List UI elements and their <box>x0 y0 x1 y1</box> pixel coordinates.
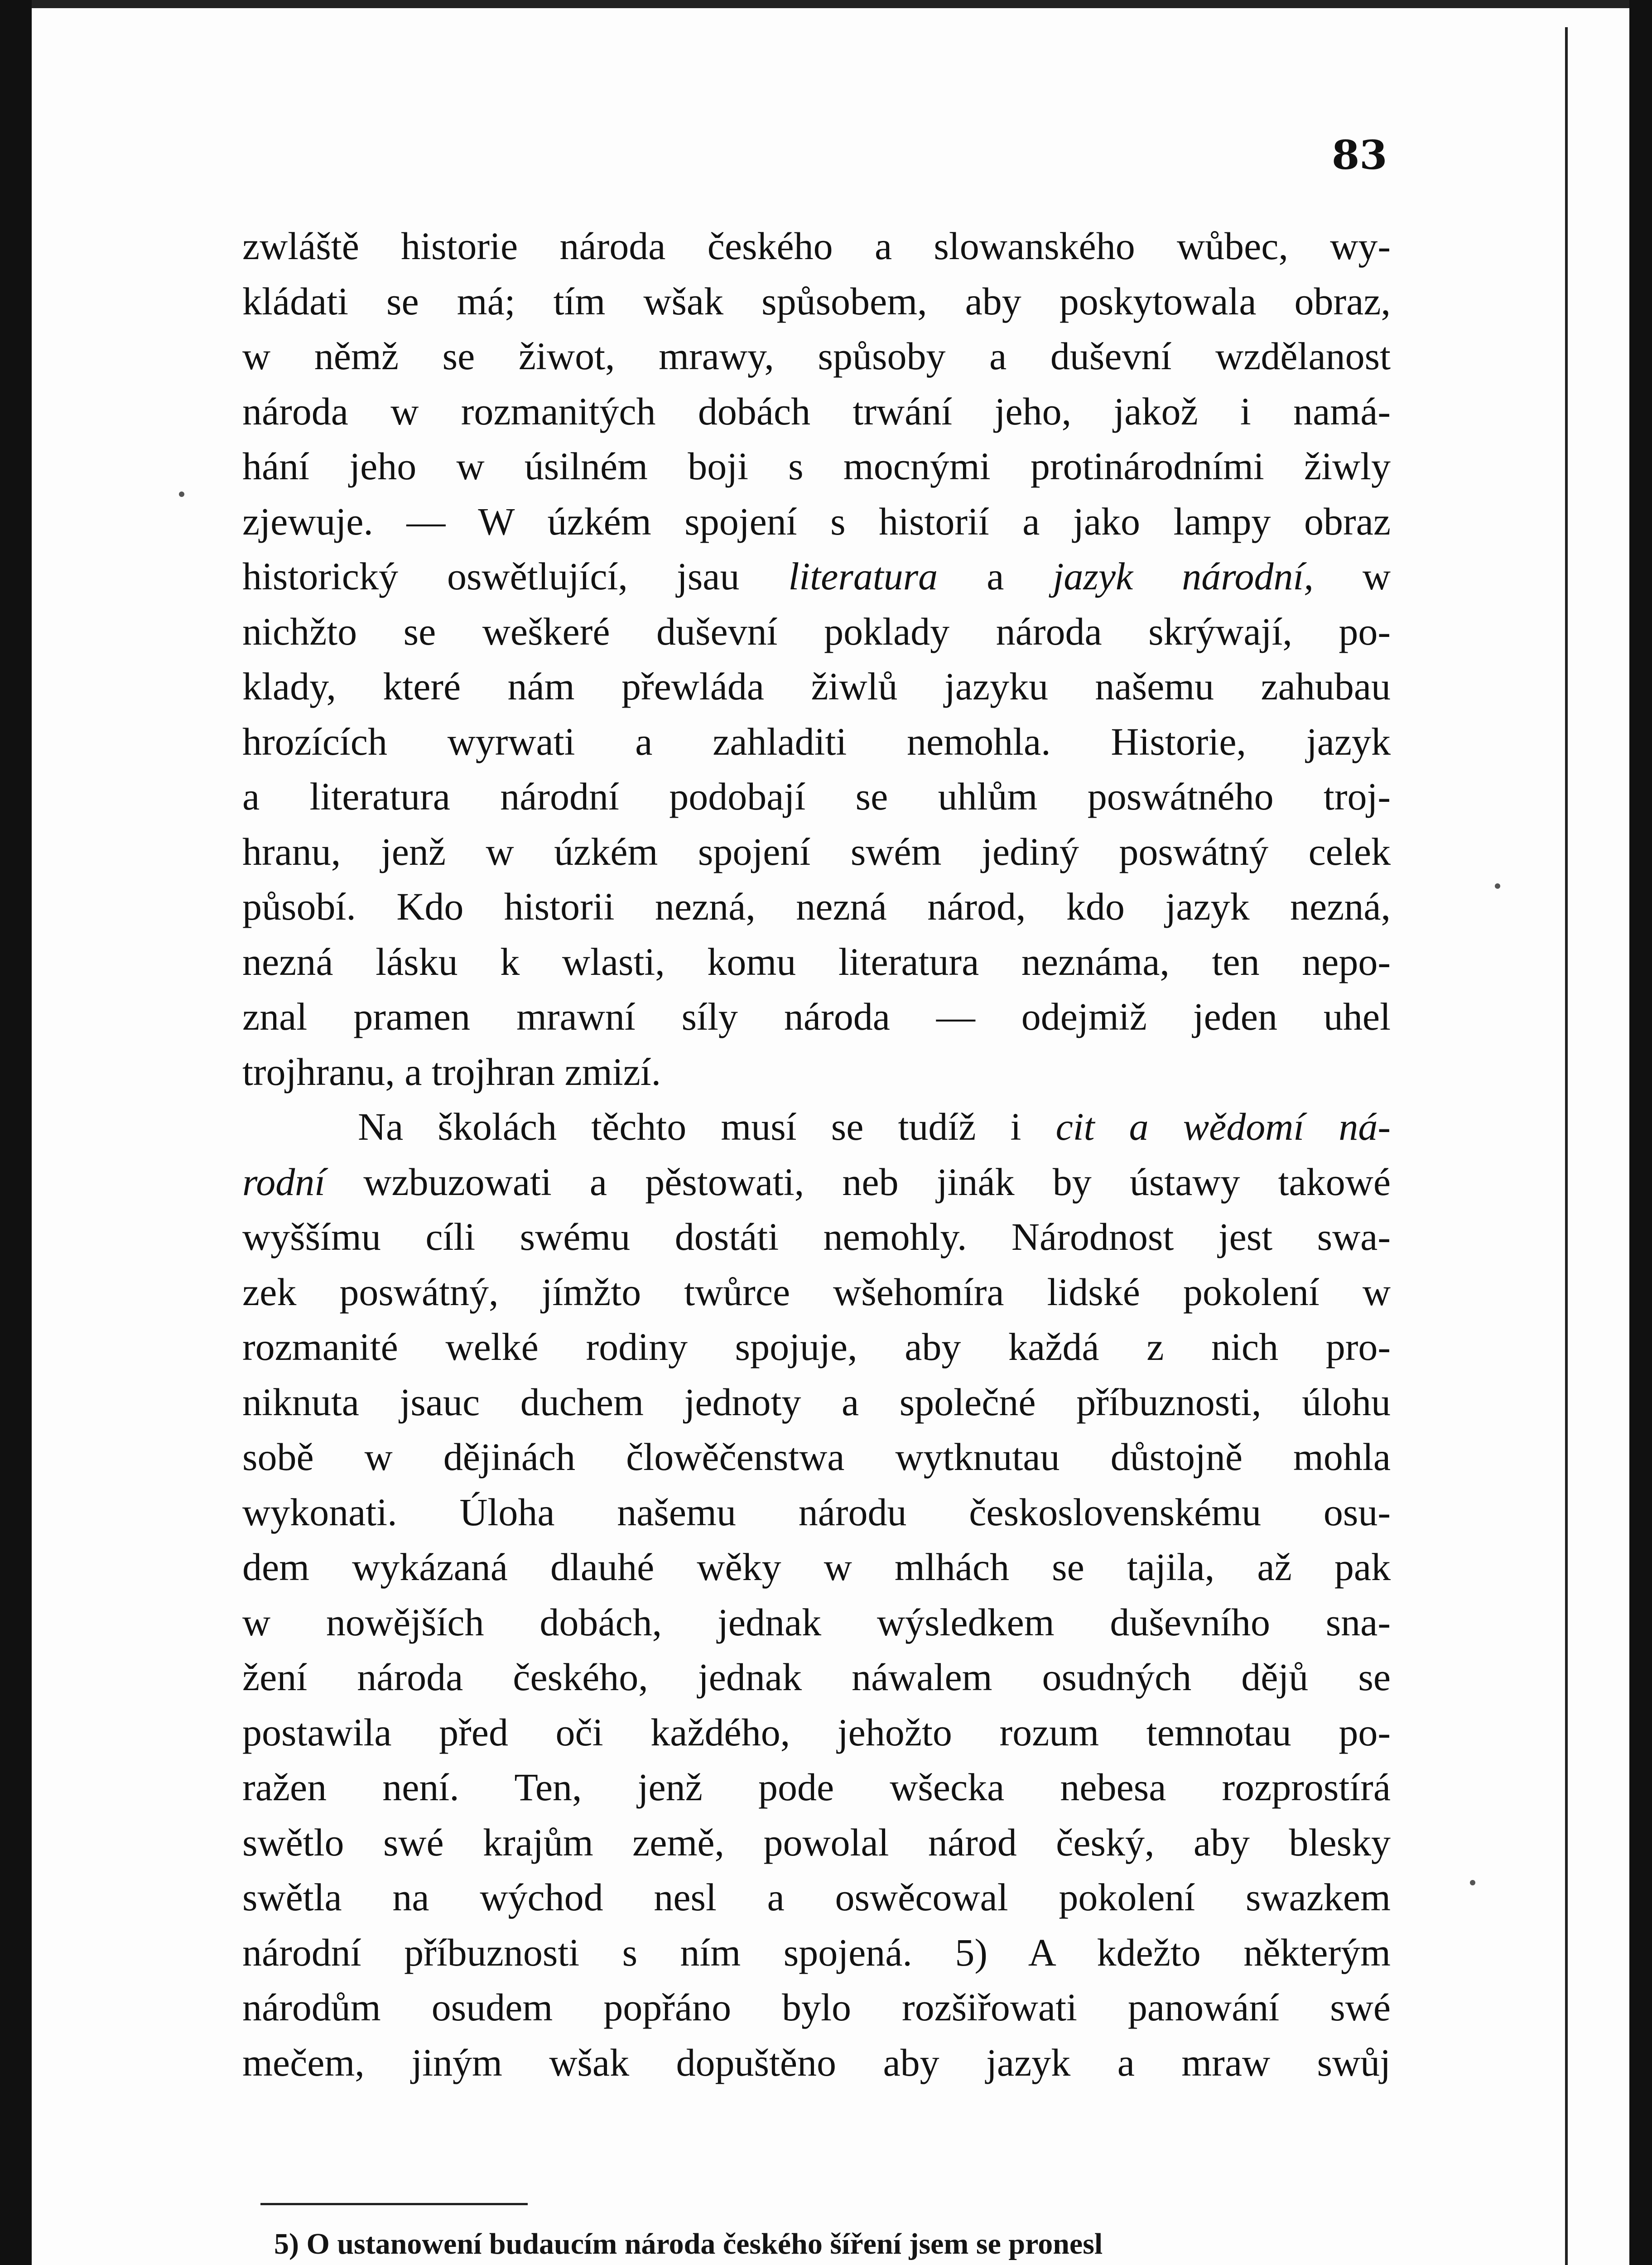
text-line: trojhranu, a trojhran zmizí. <box>242 1050 661 1094</box>
text-line: rozmanité welké rodiny spojuje, aby každá z nich pro- <box>242 1325 1391 1369</box>
text-line: swětla na wýchod nesl a oswěcowal pokolení swazkem <box>242 1875 1391 1919</box>
paragraph2-second-line <box>242 1155 1391 1210</box>
text-line: niknuta jsauc duchem jednoty a společné příbuznosti, úlohu <box>242 1380 1391 1424</box>
text-line: nezná lásku k wlasti, komu literatura neznáma, ten nepo- <box>242 940 1391 983</box>
italic-literatura: literatura <box>788 554 938 598</box>
text-line: zjewuje. — W úzkém spojení s historií a jako lampy obraz <box>242 499 1391 543</box>
footnote-divider <box>260 2203 528 2205</box>
scan-speck <box>1495 883 1500 889</box>
page-number: 83 <box>1332 131 1387 178</box>
scan-right-line <box>1565 27 1568 2265</box>
text-line: dem wykázaná dlauhé wěky w mlhách se tajila, až pak <box>242 1545 1391 1589</box>
text-line: a literatura národní podobají se uhlům poswátného troj- <box>242 775 1391 818</box>
p2-line2-text: wzbuzowati a pěstowati, neb jinák by ústawy takowé <box>325 1160 1391 1204</box>
scan-speck <box>179 492 184 497</box>
text-line: swětlo swé krajům země, powolal národ český, aby blesky <box>242 1820 1391 1864</box>
paragraph2-first-line <box>242 1099 1391 1155</box>
italic-jazyk: jazyk národní, <box>1053 554 1314 598</box>
text-line: působí. Kdo historii nezná, nezná národ, kdo jazyk nezná, <box>242 885 1391 928</box>
text-line: w nowějších dobách, jednak wýsledkem duševního sna- <box>242 1600 1391 1644</box>
text-line: národům osudem popřáno bylo rozšiřowati panowání swé <box>242 1985 1391 2029</box>
text-line: žení národa českého, jednak náwalem osudných dějů se <box>242 1655 1391 1699</box>
footnote <box>274 2223 1391 2265</box>
text-line: wyššímu cíli swému dostáti nemohly. Národnost jest swa- <box>242 1215 1391 1258</box>
scan-right-border <box>1629 0 1652 2265</box>
text-line: hání jeho w úsilném boji s mocnými protinárodními žiwly <box>242 444 1391 488</box>
text-line: hranu, jenž w úzkém spojení swém jediný poswátný celek <box>242 829 1391 873</box>
text-line: ražen není. Ten, jenž pode wšecka nebesa rozprostírá <box>242 1765 1391 1809</box>
text-line: národní příbuznosti s ním spojená. 5) A kdežto některým <box>242 1930 1391 1974</box>
scan-left-border <box>0 0 32 2265</box>
text-line: sobě w dějinách člowěčenstwa wytknutau důstojně mohla <box>242 1435 1391 1479</box>
text-line: hrozících wyrwati a zahladiti nemohla. Historie, jazyk <box>242 719 1391 763</box>
text-line: w němž se žiwot, mrawy, spůsoby a duševní wzdělanost <box>242 334 1391 378</box>
scan-top-edge <box>0 0 1652 8</box>
text-line: wykonati. Úloha našemu národu československému osu- <box>242 1490 1391 1534</box>
text-line: zek poswátný, jímžto twůrce wšehomíra lidské pokolení w <box>242 1270 1391 1314</box>
text-line: mečem, jiným wšak dopuštěno aby jazyk a mraw swůj <box>242 2040 1391 2084</box>
text-line: národa w rozmanitých dobách trwání jeho, jakož i namá- <box>242 389 1391 433</box>
text-line: zwláště historie národa českého a slowanského wůbec, wy- <box>242 224 1391 268</box>
text-line: postawila před oči každého, jehožto rozum temnotau po- <box>242 1710 1391 1754</box>
p2-line2-italic: rodní <box>242 1160 326 1204</box>
text-line: klady, které nám přewláda žiwlů jazyku našemu zahubau <box>242 665 1391 708</box>
text-line: znal pramen mrawní síly národa — odejmiž jeden uhel <box>242 995 1391 1038</box>
text-line: kládati se má; tím wšak spůsobem, aby poskytowala obraz, <box>242 279 1391 323</box>
p2-line1-text: Na školách těchto musí se tudíž i <box>358 1105 1056 1148</box>
scan-speck <box>1470 1880 1475 1885</box>
footnote-line: 5) O ustanowení budaucím národa českého šíření jsem se pronesl <box>274 2227 1103 2260</box>
p2-line1-italic: cit a wědomí ná- <box>1055 1105 1391 1148</box>
text-line: nichžto se weškeré duševní poklady národa skrýwají, po- <box>242 609 1391 653</box>
text-line-with-italics: historický oswětlující, jsau literatura a jazyk národní, w <box>242 554 1391 598</box>
main-text <box>242 219 1391 2090</box>
